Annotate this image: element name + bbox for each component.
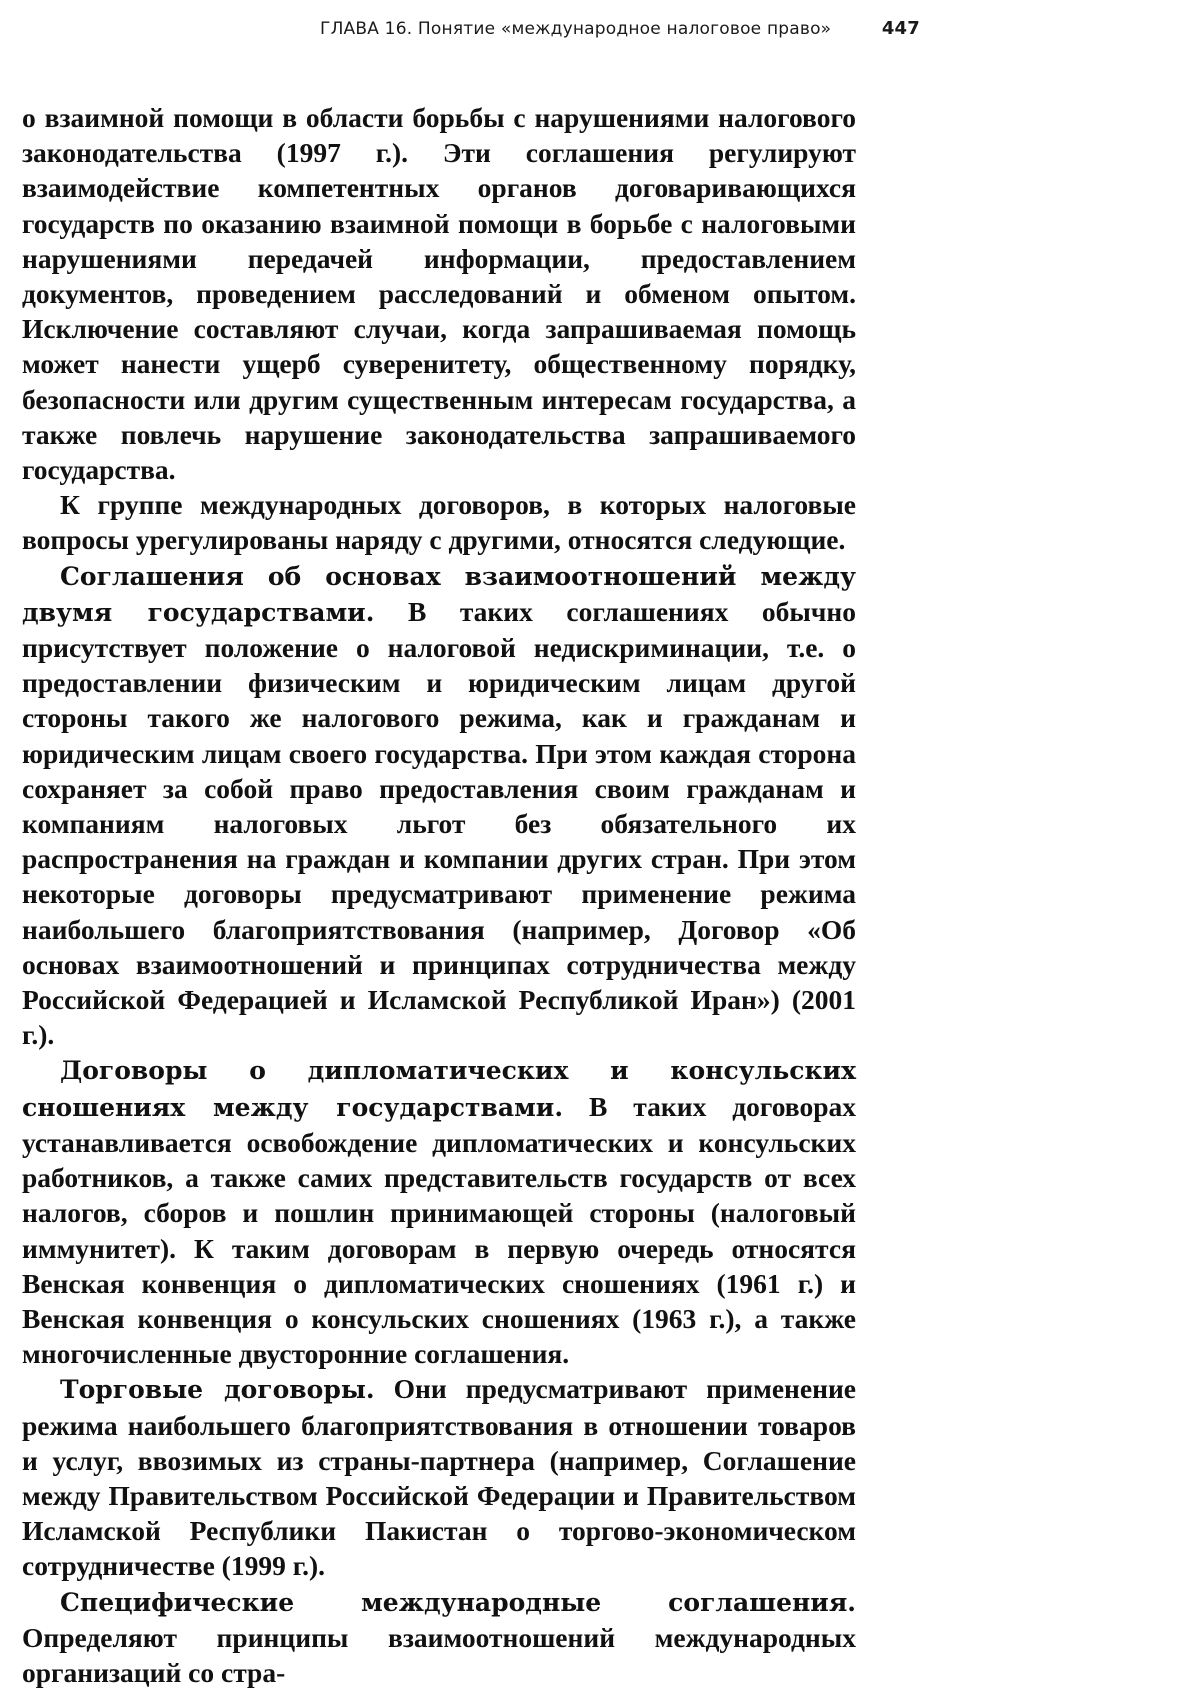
paragraph-text: Определяют принципы взаимоотношений международных организаций со стра- [22, 1621, 856, 1688]
paragraph [22, 487, 856, 557]
paragraph-text: К группе международных договоров, в которых налоговые вопросы урегулированы наряду с другими, относятся следующие. [22, 489, 856, 556]
page-number: 447 [881, 18, 920, 39]
paragraph-lead: Соглашения об основах взаимоотношений между двумя государствами. [22, 561, 856, 627]
paragraph-lead: Специфические международные соглашения. [60, 1587, 856, 1617]
paragraph-lead: Торговые договоры. [60, 1375, 375, 1405]
paragraph-lead: Договоры о дипломатических и консульских сношениях между государствами. [22, 1056, 856, 1122]
paragraph-text: В таких соглашениях обычно присутствует положение о налоговой недискриминации, т.е. о предоставлении физическим и юридическим лицам другой стороны такого же налогового режима, как и гражданам и юридическим лицам своего государства. При этом каждая сторона сохраняет за собой право предоставления своим гражданам и компаниям налоговых льгот без обязательного их распространения на граждан и компании других стран. При этом некоторые договоры предусматривают применение режима наибольшего благоприятствования (например, Договор «Об основах взаимоотношений и принципах сотрудничества между Российской Федерацией и Исламской Республикой Иран») (2001 г.). [22, 595, 856, 1051]
paragraph [22, 1371, 856, 1583]
body-text [22, 100, 856, 1690]
running-header [320, 18, 920, 39]
paragraph [22, 100, 856, 487]
paragraph-text: о взаимной помощи в области борьбы с нарушениями налогового законодательства (1997 г.). Эти соглашения регулируют взаимодействие компетентных органов договаривающихся государств по оказанию взаимной помощи в борьбе с налоговыми нарушениями передачей информации, предоставлением документов, проведением расследований и обменом опытом. Исключение составляют случаи, когда запрашиваемая помощь может нанести ущерб суверенитету, общественному порядку, безопасности или другим существенным интересам государства, а также повлечь нарушение законодательства запрашиваемого государства. [22, 102, 856, 486]
paragraph [22, 1052, 856, 1371]
paragraph-text: В таких договорах устанавливается освобождение дипломатических и консульских работников, а также самих представительств государств от всех налогов, сборов и пошлин принимающей стороны (налоговый иммунитет). К таким договорам в первую очередь относятся Венская конвенция о дипломатических сношениях (1961 г.) и Венская конвенция о консульских сношениях (1963 г.), а также многочисленные двусторонние соглашения. [22, 1090, 856, 1370]
paragraph [22, 558, 856, 1053]
chapter-title: ГЛАВА 16. Понятие «международное налоговое право» [320, 19, 832, 39]
paragraph-text: Они предусматривают применение режима наибольшего благоприятствования в отношении товаров и услуг, ввозимых из страны-партнера (например, Соглашение между Правительством Российской Федерации и Правительством Исламской Республики Пакистан о торгово-экономическом сотрудничестве (1999 г.). [22, 1373, 856, 1582]
